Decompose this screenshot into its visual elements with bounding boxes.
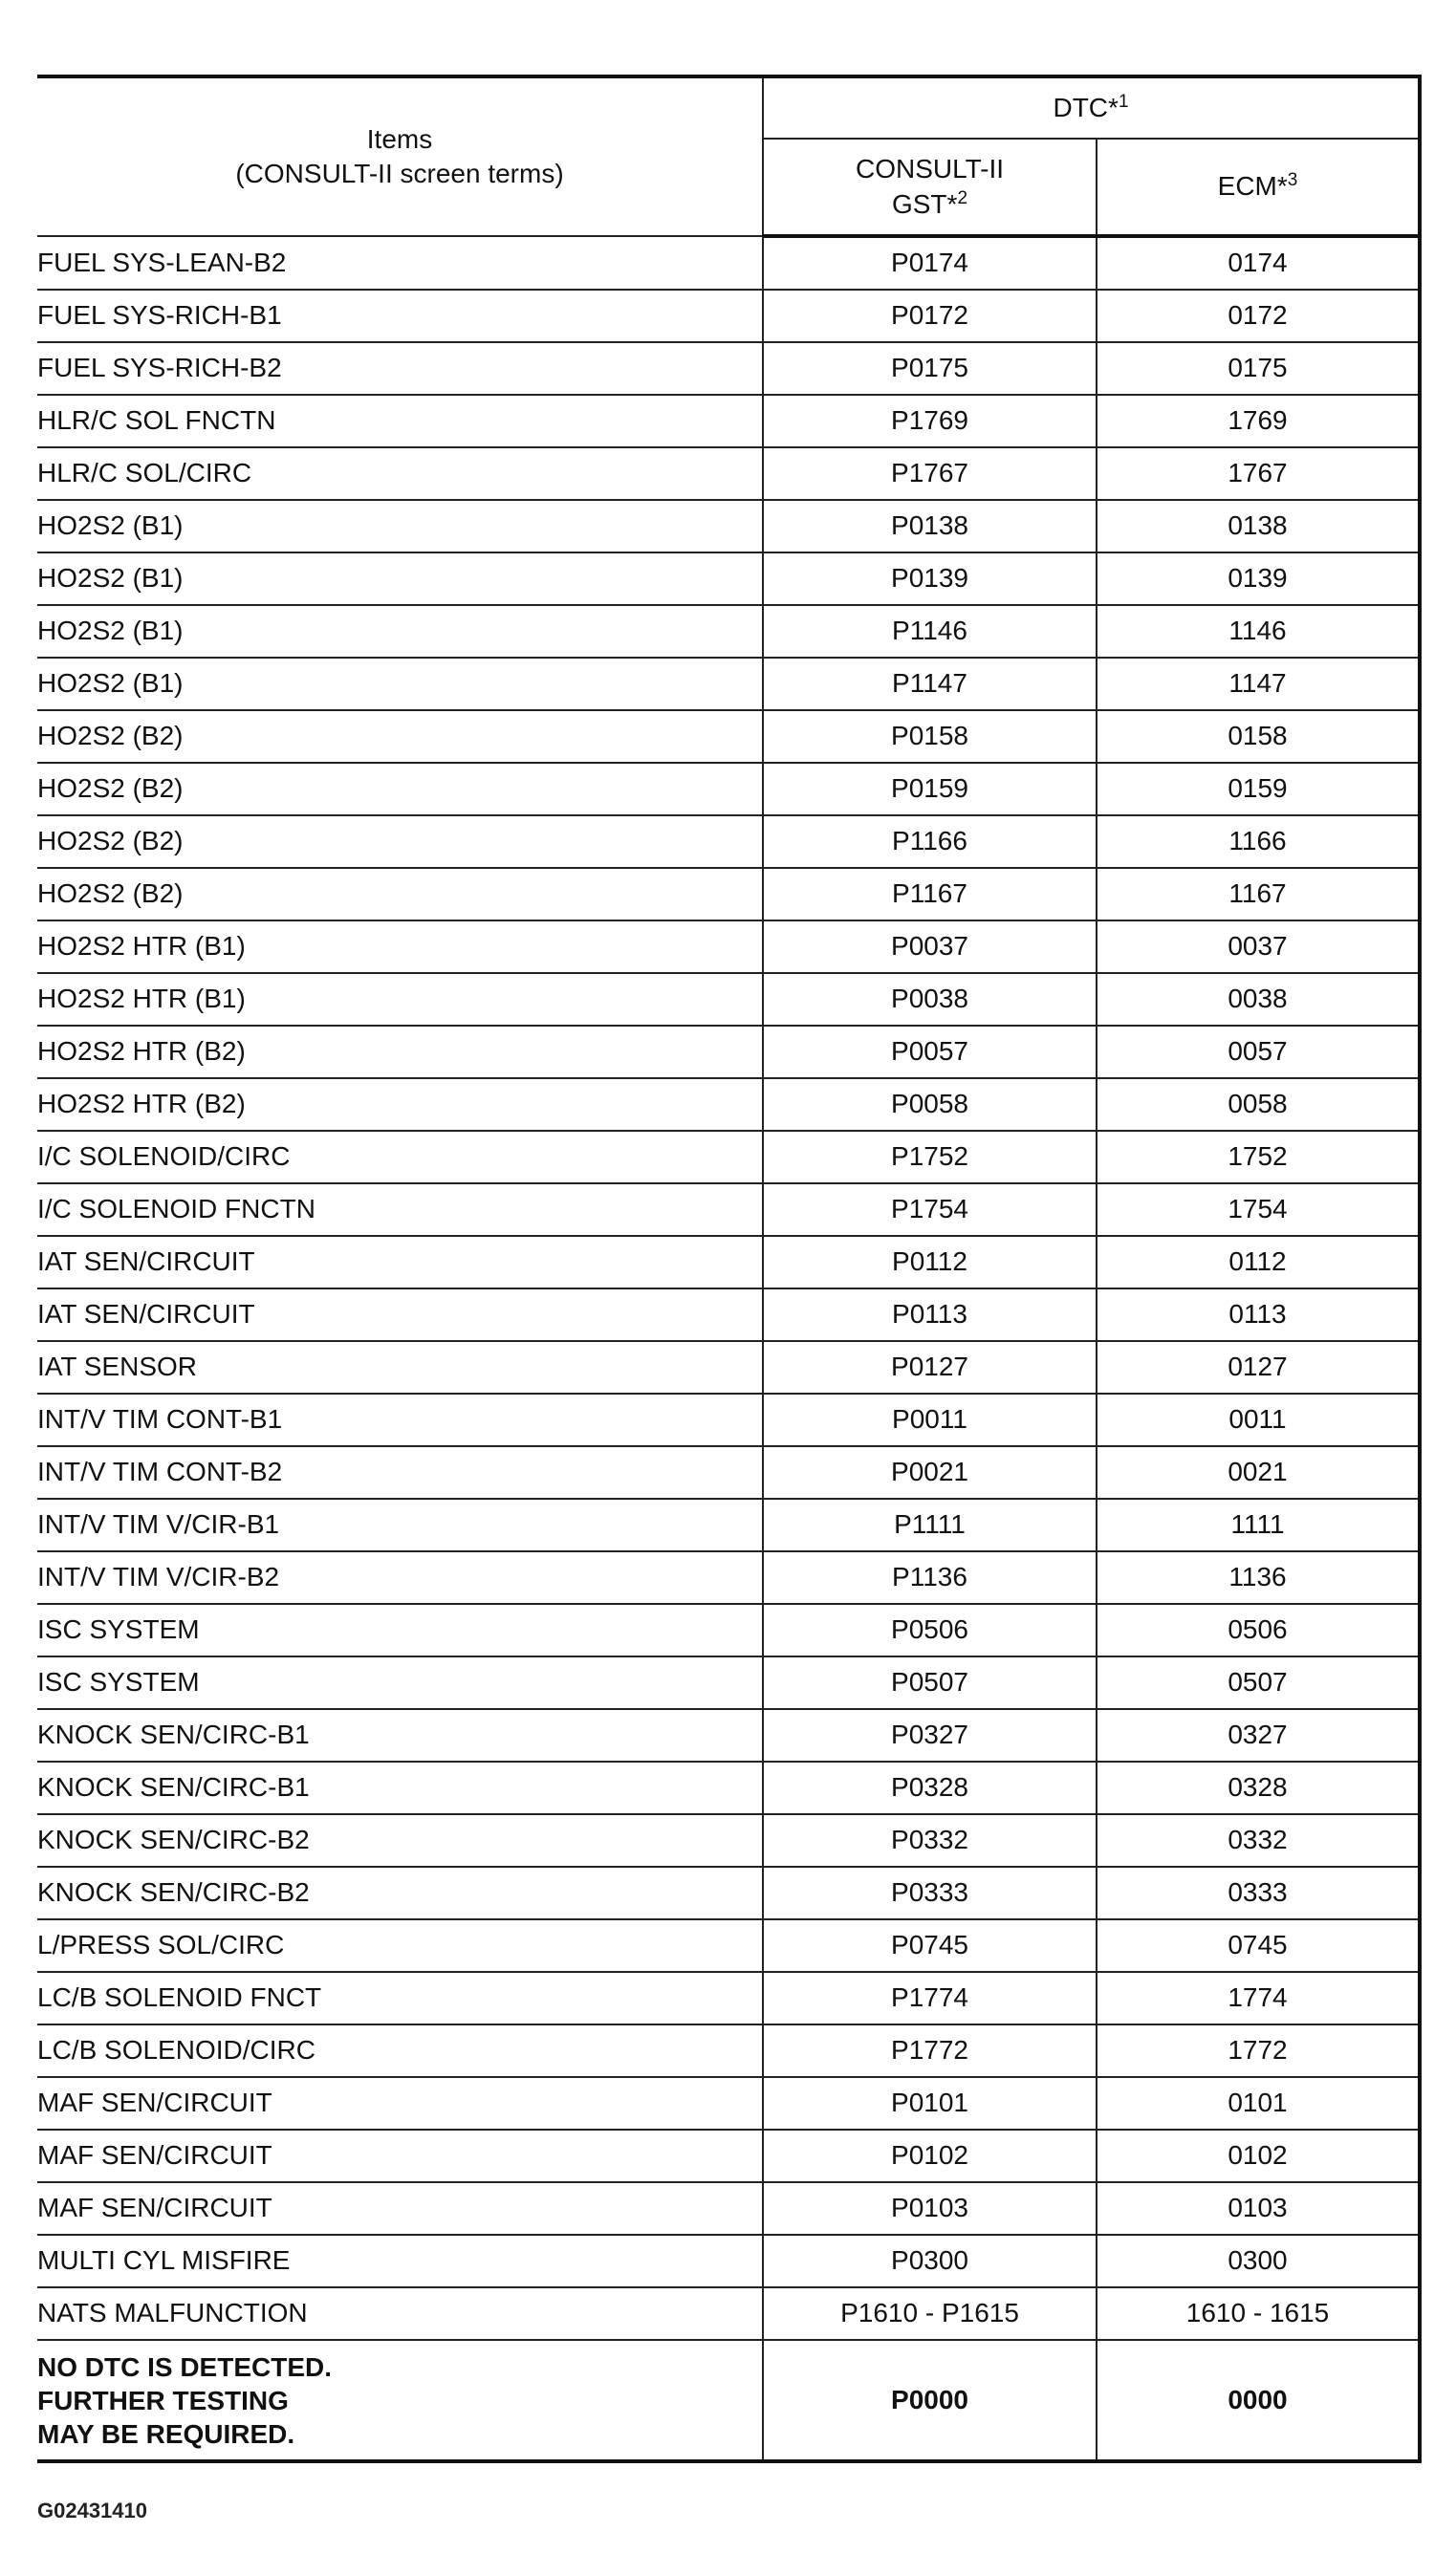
item-cell: HO2S2 (B1) — [37, 500, 763, 552]
table-row — [37, 868, 1420, 920]
consult-gst-code-cell: P1111 — [763, 1499, 1097, 1551]
table-row — [37, 1446, 1420, 1499]
ecm-code-cell: 1147 — [1097, 658, 1420, 710]
item-cell: IAT SEN/CIRCUIT — [37, 1236, 763, 1288]
ecm-code-cell: 0127 — [1097, 1341, 1420, 1394]
item-cell: FUEL SYS-RICH-B2 — [37, 342, 763, 395]
ecm-code-cell: 1774 — [1097, 1972, 1420, 2024]
consult-gst-code-cell: P0101 — [763, 2077, 1097, 2130]
ecm-code-cell: 1146 — [1097, 605, 1420, 658]
table-row — [37, 1709, 1420, 1762]
ecm-code-cell: 0506 — [1097, 1604, 1420, 1656]
table-row — [37, 1656, 1420, 1709]
consult-gst-code-cell: P0112 — [763, 1236, 1097, 1288]
table-row — [37, 1814, 1420, 1867]
table-row — [37, 1499, 1420, 1551]
item-cell: HO2S2 (B2) — [37, 763, 763, 815]
ecm-code-cell: 0172 — [1097, 290, 1420, 342]
consult-gst-code-cell: P0506 — [763, 1604, 1097, 1656]
ecm-code-cell: 1610 - 1615 — [1097, 2287, 1420, 2340]
consult-gst-code-cell: P0011 — [763, 1394, 1097, 1446]
table-row — [37, 2287, 1420, 2340]
no-dtc-ecm: 0000 — [1097, 2340, 1420, 2461]
consult-gst-code-cell: P0127 — [763, 1341, 1097, 1394]
table-row — [37, 1604, 1420, 1656]
item-cell: HO2S2 (B1) — [37, 552, 763, 605]
gst-footnote-mark: 2 — [957, 187, 968, 208]
ecm-code-cell: 0158 — [1097, 710, 1420, 763]
consult-gst-code-cell: P0057 — [763, 1026, 1097, 1078]
table-row — [37, 815, 1420, 868]
table-row — [37, 1026, 1420, 1078]
ecm-code-cell: 1772 — [1097, 2024, 1420, 2077]
table-row — [37, 710, 1420, 763]
table-row — [37, 290, 1420, 342]
consult-gst-code-cell: P0159 — [763, 763, 1097, 815]
consult-gst-code-cell: P1754 — [763, 1183, 1097, 1236]
dtc-footnote-mark: 1 — [1118, 91, 1129, 112]
dtc-header — [763, 76, 1420, 139]
item-cell: LC/B SOLENOID FNCT — [37, 1972, 763, 2024]
item-cell: INT/V TIM CONT-B1 — [37, 1394, 763, 1446]
consult-gst-code-cell: P0103 — [763, 2182, 1097, 2235]
table-row — [37, 1762, 1420, 1814]
consult-gst-code-cell: P0037 — [763, 920, 1097, 973]
ecm-code-cell: 0332 — [1097, 1814, 1420, 1867]
ecm-code-cell: 0138 — [1097, 500, 1420, 552]
table-row — [37, 920, 1420, 973]
item-cell: HO2S2 HTR (B1) — [37, 973, 763, 1026]
table-row — [37, 1288, 1420, 1341]
consult-gst-code-cell: P0172 — [763, 290, 1097, 342]
item-cell: HO2S2 HTR (B2) — [37, 1078, 763, 1131]
ecm-code-cell: 0058 — [1097, 1078, 1420, 1131]
table-row — [37, 500, 1420, 552]
table-row — [37, 1394, 1420, 1446]
consult-gst-code-cell: P1769 — [763, 395, 1097, 447]
table-row — [37, 658, 1420, 710]
table-row — [37, 2130, 1420, 2182]
ecm-code-cell: 1136 — [1097, 1551, 1420, 1604]
consult-gst-code-cell: P0138 — [763, 500, 1097, 552]
ecm-code-cell: 0328 — [1097, 1762, 1420, 1814]
no-dtc-line2: FURTHER TESTING — [37, 2385, 289, 2415]
consult-gst-code-cell: P1166 — [763, 815, 1097, 868]
dtc-table-body — [37, 236, 1420, 2461]
consult-gst-code-cell: P1147 — [763, 658, 1097, 710]
item-cell: KNOCK SEN/CIRC-B1 — [37, 1762, 763, 1814]
items-header — [37, 76, 763, 236]
consult-gst-code-cell: P0175 — [763, 342, 1097, 395]
table-row — [37, 552, 1420, 605]
consult-gst-code-cell: P1136 — [763, 1551, 1097, 1604]
no-dtc-row — [37, 2340, 1420, 2461]
ecm-code-cell: 1167 — [1097, 868, 1420, 920]
item-cell: IAT SEN/CIRCUIT — [37, 1288, 763, 1341]
no-dtc-code: P0000 — [763, 2340, 1097, 2461]
item-cell: KNOCK SEN/CIRC-B2 — [37, 1867, 763, 1919]
ecm-code-cell: 0174 — [1097, 236, 1420, 290]
item-cell: INT/V TIM CONT-B2 — [37, 1446, 763, 1499]
consult-gst-code-cell: P0021 — [763, 1446, 1097, 1499]
table-row — [37, 1131, 1420, 1183]
consult-gst-code-cell: P0745 — [763, 1919, 1097, 1972]
table-row — [37, 447, 1420, 500]
item-cell: HO2S2 (B2) — [37, 868, 763, 920]
consult-header-label: CONSULT-II — [855, 154, 1005, 184]
consult-gst-code-cell: P0328 — [763, 1762, 1097, 1814]
item-cell: HO2S2 (B1) — [37, 658, 763, 710]
ecm-code-cell: 0507 — [1097, 1656, 1420, 1709]
table-row — [37, 1236, 1420, 1288]
ecm-code-cell: 0300 — [1097, 2235, 1420, 2287]
item-cell: KNOCK SEN/CIRC-B2 — [37, 1814, 763, 1867]
item-cell: FUEL SYS-LEAN-B2 — [37, 236, 763, 290]
item-cell: INT/V TIM V/CIR-B2 — [37, 1551, 763, 1604]
items-header-label: Items — [366, 123, 433, 154]
item-cell: ISC SYSTEM — [37, 1604, 763, 1656]
item-cell: KNOCK SEN/CIRC-B1 — [37, 1709, 763, 1762]
item-cell: NATS MALFUNCTION — [37, 2287, 763, 2340]
ecm-code-cell: 1752 — [1097, 1131, 1420, 1183]
item-cell: ISC SYSTEM — [37, 1656, 763, 1709]
consult-gst-code-cell: P0507 — [763, 1656, 1097, 1709]
item-cell: HLR/C SOL/CIRC — [37, 447, 763, 500]
consult-gst-code-cell: P0158 — [763, 710, 1097, 763]
consult-gst-code-cell: P0327 — [763, 1709, 1097, 1762]
ecm-code-cell: 0037 — [1097, 920, 1420, 973]
ecm-code-cell: 1754 — [1097, 1183, 1420, 1236]
item-cell: IAT SENSOR — [37, 1341, 763, 1394]
consult-gst-code-cell: P0113 — [763, 1288, 1097, 1341]
table-row — [37, 2235, 1420, 2287]
gst-header-label: GST* — [891, 188, 958, 219]
consult-gst-header — [763, 139, 1097, 236]
item-cell: HO2S2 HTR (B1) — [37, 920, 763, 973]
consult-gst-code-cell: P1610 - P1615 — [763, 2287, 1097, 2340]
table-row — [37, 1078, 1420, 1131]
ecm-code-cell: 0139 — [1097, 552, 1420, 605]
ecm-code-cell: 0038 — [1097, 973, 1420, 1026]
ecm-code-cell: 0021 — [1097, 1446, 1420, 1499]
item-cell: LC/B SOLENOID/CIRC — [37, 2024, 763, 2077]
consult-gst-code-cell: P0102 — [763, 2130, 1097, 2182]
table-row — [37, 395, 1420, 447]
ecm-header — [1097, 139, 1420, 236]
items-header-sublabel: (CONSULT-II screen terms) — [235, 159, 564, 188]
item-cell: HO2S2 (B2) — [37, 710, 763, 763]
table-row — [37, 236, 1420, 290]
consult-gst-code-cell: P0174 — [763, 236, 1097, 290]
figure-id: G02431410 — [37, 2499, 147, 2522]
ecm-code-cell: 0175 — [1097, 342, 1420, 395]
ecm-code-cell: 0745 — [1097, 1919, 1420, 1972]
item-cell: MAF SEN/CIRCUIT — [37, 2182, 763, 2235]
ecm-code-cell: 0333 — [1097, 1867, 1420, 1919]
item-cell: L/PRESS SOL/CIRC — [37, 1919, 763, 1972]
ecm-code-cell: 1111 — [1097, 1499, 1420, 1551]
table-row — [37, 1867, 1420, 1919]
item-cell: HO2S2 HTR (B2) — [37, 1026, 763, 1078]
table-row — [37, 1183, 1420, 1236]
item-cell: INT/V TIM V/CIR-B1 — [37, 1499, 763, 1551]
consult-gst-code-cell: P0333 — [763, 1867, 1097, 1919]
consult-gst-code-cell: P1146 — [763, 605, 1097, 658]
ecm-code-cell: 0011 — [1097, 1394, 1420, 1446]
table-row — [37, 1341, 1420, 1394]
item-cell: FUEL SYS-RICH-B1 — [37, 290, 763, 342]
dtc-header-label: DTC* — [1053, 92, 1119, 122]
ecm-code-cell: 0057 — [1097, 1026, 1420, 1078]
consult-gst-code-cell: P0058 — [763, 1078, 1097, 1131]
no-dtc-line3: MAY BE REQUIRED. — [37, 2418, 295, 2449]
consult-gst-code-cell: P1774 — [763, 1972, 1097, 2024]
item-cell: HLR/C SOL FNCTN — [37, 395, 763, 447]
table-row — [37, 2077, 1420, 2130]
item-cell: HO2S2 (B1) — [37, 605, 763, 658]
ecm-code-cell: 0102 — [1097, 2130, 1420, 2182]
table-row — [37, 763, 1420, 815]
ecm-footnote-mark: 3 — [1287, 170, 1298, 191]
item-cell: I/C SOLENOID FNCTN — [37, 1183, 763, 1236]
dtc-table — [37, 75, 1422, 2463]
item-cell: HO2S2 (B2) — [37, 815, 763, 868]
ecm-code-cell: 1767 — [1097, 447, 1420, 500]
ecm-code-cell: 1166 — [1097, 815, 1420, 868]
consult-gst-code-cell: P0038 — [763, 973, 1097, 1026]
table-row — [37, 605, 1420, 658]
consult-gst-code-cell: P0300 — [763, 2235, 1097, 2287]
consult-gst-code-cell: P1767 — [763, 447, 1097, 500]
table-row — [37, 1551, 1420, 1604]
consult-gst-code-cell: P1167 — [763, 868, 1097, 920]
ecm-code-cell: 0103 — [1097, 2182, 1420, 2235]
item-cell: MAF SEN/CIRCUIT — [37, 2130, 763, 2182]
table-row — [37, 2182, 1420, 2235]
consult-gst-code-cell: P1752 — [763, 1131, 1097, 1183]
no-dtc-line1: NO DTC IS DETECTED. — [37, 2351, 333, 2382]
table-row — [37, 1919, 1420, 1972]
ecm-code-cell: 0101 — [1097, 2077, 1420, 2130]
ecm-header-label: ECM* — [1217, 171, 1288, 202]
ecm-code-cell: 0327 — [1097, 1709, 1420, 1762]
table-row — [37, 2024, 1420, 2077]
table-row — [37, 1972, 1420, 2024]
consult-gst-code-cell: P0139 — [763, 552, 1097, 605]
ecm-code-cell: 1769 — [1097, 395, 1420, 447]
item-cell: I/C SOLENOID/CIRC — [37, 1131, 763, 1183]
ecm-code-cell: 0112 — [1097, 1236, 1420, 1288]
no-dtc-item — [37, 2340, 763, 2461]
ecm-code-cell: 0113 — [1097, 1288, 1420, 1341]
table-row — [37, 342, 1420, 395]
item-cell: MAF SEN/CIRCUIT — [37, 2077, 763, 2130]
consult-gst-code-cell: P1772 — [763, 2024, 1097, 2077]
ecm-code-cell: 0159 — [1097, 763, 1420, 815]
table-row — [37, 973, 1420, 1026]
consult-gst-code-cell: P0332 — [763, 1814, 1097, 1867]
item-cell: MULTI CYL MISFIRE — [37, 2235, 763, 2287]
